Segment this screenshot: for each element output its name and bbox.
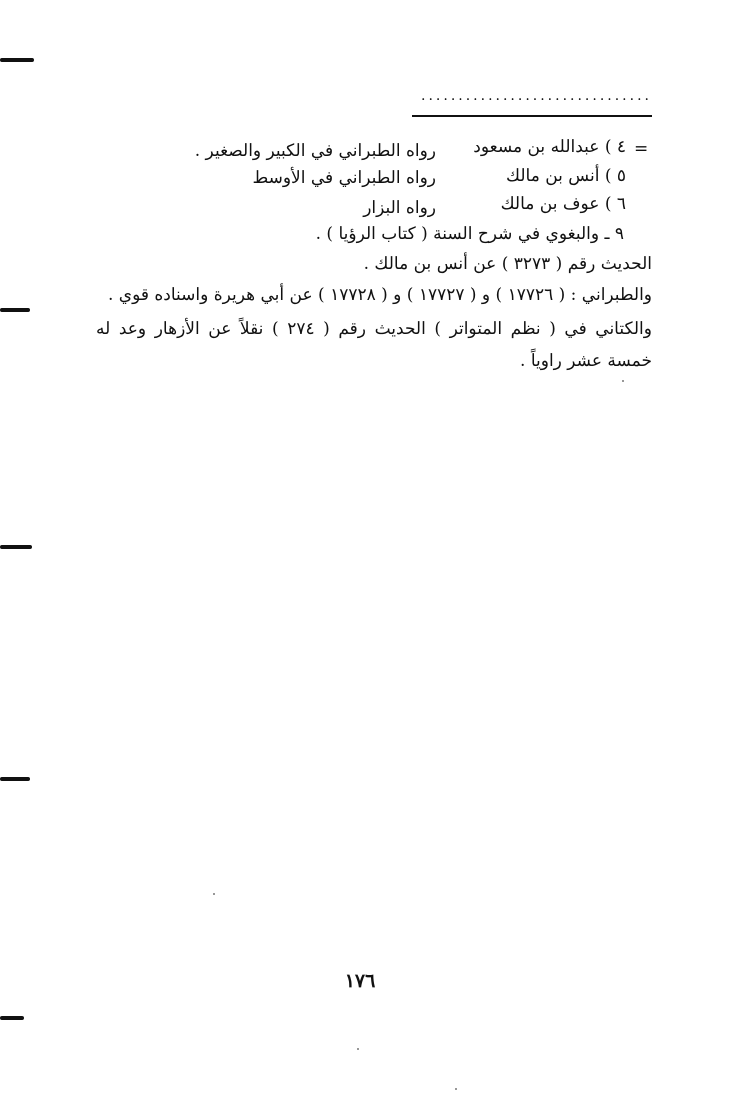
reference-paragraph: والطبراني : ( ١٧٧٢٦ ) و ( ١٧٧٢٧ ) و ( ١٧٧٢٨ ) عن أبي هريرة واسناده قوي . xyxy=(107,285,652,305)
scan-speck xyxy=(455,1088,457,1090)
binding-mark xyxy=(0,545,32,549)
header-dotted-line: ............................... xyxy=(421,88,652,104)
reference-paragraph: والكتاني في ( نظم المتواتر ) الحديث رقم ( ٢٧٤ ) نقلاً عن الأزهار وعد له خمسة عشر راوياً . xyxy=(96,319,652,371)
narration-source: رواه الطبراني في الكبير والصغير . xyxy=(194,141,436,161)
header-rule xyxy=(412,115,652,117)
narration-source: رواه الطبراني في الأوسط xyxy=(252,168,436,188)
binding-mark xyxy=(0,777,30,781)
narrator-label: ٥ ) أنس بن مالك xyxy=(506,166,626,186)
binding-mark xyxy=(0,1016,24,1020)
narrator-label: ٦ ) عوف بن مالك xyxy=(500,194,626,214)
page-number: ١٧٦ xyxy=(344,970,376,992)
scan-speck xyxy=(622,380,624,382)
narration-source: رواه البزار xyxy=(363,198,436,218)
scan-speck xyxy=(213,893,215,895)
scan-speck xyxy=(357,1048,359,1050)
binding-mark xyxy=(0,308,30,312)
continuation-marker: = xyxy=(634,139,649,159)
reference-paragraph: الحديث رقم ( ٣٢٧٣ ) عن أنس بن مالك . xyxy=(363,254,652,274)
reference-paragraph: ٩ ـ والبغوي في شرح السنة ( كتاب الرؤيا ) . xyxy=(315,224,624,244)
binding-mark xyxy=(0,58,34,62)
narrator-label: ٤ ) عبدالله بن مسعود xyxy=(473,137,626,157)
